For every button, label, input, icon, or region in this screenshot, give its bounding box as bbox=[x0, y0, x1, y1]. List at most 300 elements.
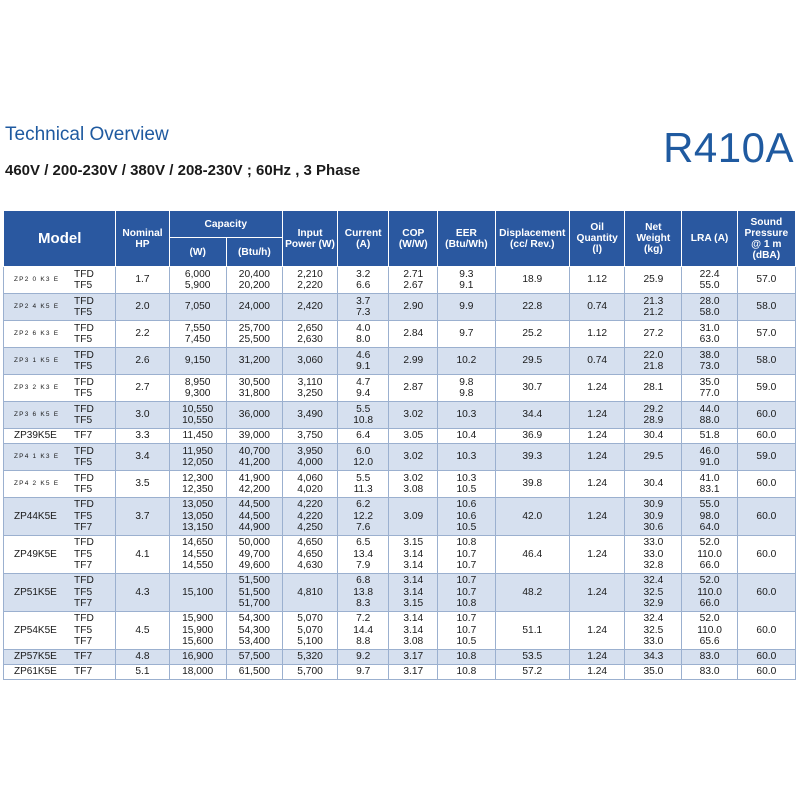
cop-cell bbox=[389, 402, 438, 429]
input-power-cell-value: 2,220 bbox=[297, 280, 323, 291]
current-cell-value: 14.4 bbox=[353, 624, 374, 636]
lra-cell-value: 41.0 bbox=[699, 472, 720, 484]
cop-cell-value: 3.17 bbox=[403, 666, 424, 678]
eer-cell bbox=[438, 321, 495, 348]
capacity-w-cell-value: 15,100 bbox=[182, 586, 214, 598]
capacity-btu-cell-value: 51,500 bbox=[238, 575, 270, 587]
capacity-btu-cell-value: 20,200 bbox=[238, 280, 270, 291]
input-power-cell-value: 3,250 bbox=[297, 388, 323, 399]
capacity-btu-cell-value: 53,400 bbox=[238, 636, 270, 648]
page-title: Technical Overview bbox=[5, 124, 169, 145]
variant-code: TFD bbox=[74, 445, 94, 457]
eer-cell bbox=[438, 665, 495, 680]
cop-cell bbox=[389, 348, 438, 375]
current-cell bbox=[338, 498, 389, 536]
current-cell-value: 5.5 bbox=[356, 472, 371, 484]
eer-cell-value: 10.4 bbox=[456, 430, 477, 442]
capacity-w-cell-value: 10,550 bbox=[182, 415, 214, 426]
variant-code: TF5 bbox=[74, 307, 93, 318]
net-weight-cell-value: 33.0 bbox=[643, 636, 664, 648]
model-variants bbox=[74, 473, 94, 496]
input-power-cell-value: 4,650 bbox=[297, 548, 323, 560]
eer-cell bbox=[438, 294, 495, 321]
header-eer: EER (Btu/Wh) bbox=[438, 211, 495, 267]
eer-cell-value: 10.7 bbox=[456, 613, 477, 625]
eer-cell-value: 9.3 bbox=[459, 268, 474, 280]
model-cell bbox=[4, 294, 116, 321]
lra-cell-value: 28.0 bbox=[699, 295, 720, 307]
hp-cell: 4.1 bbox=[116, 536, 169, 574]
technical-table bbox=[3, 210, 796, 680]
eer-cell-value: 9.8 bbox=[459, 376, 474, 388]
input-power-cell bbox=[282, 650, 337, 665]
current-cell-value: 9.2 bbox=[356, 651, 371, 663]
model-cell bbox=[4, 665, 116, 680]
displacement-cell: 53.5 bbox=[495, 650, 570, 665]
capacity-w-cell-value: 12,300 bbox=[182, 472, 214, 484]
cop-cell bbox=[389, 574, 438, 612]
capacity-btu-cell bbox=[226, 321, 282, 348]
oil-quantity-cell: 1.24 bbox=[570, 444, 625, 471]
table-row bbox=[4, 650, 796, 665]
net-weight-cell bbox=[625, 429, 682, 444]
net-weight-cell-value: 32.5 bbox=[643, 586, 664, 598]
lra-cell bbox=[682, 498, 737, 536]
net-weight-cell-value: 21.8 bbox=[643, 361, 664, 372]
current-cell-value: 4.0 bbox=[356, 322, 371, 334]
capacity-w-cell bbox=[169, 665, 226, 680]
cop-cell-value: 3.14 bbox=[403, 613, 424, 625]
current-cell-value: 5.5 bbox=[356, 403, 371, 415]
oil-quantity-cell: 1.24 bbox=[570, 471, 625, 498]
capacity-w-cell bbox=[169, 348, 226, 375]
cop-cell-value: 3.14 bbox=[403, 586, 424, 598]
capacity-btu-cell-value: 39,000 bbox=[238, 430, 270, 442]
oil-quantity-cell: 1.24 bbox=[570, 498, 625, 536]
lra-cell bbox=[682, 471, 737, 498]
capacity-w-cell bbox=[169, 536, 226, 574]
model-variants bbox=[74, 613, 94, 648]
capacity-w-cell bbox=[169, 402, 226, 429]
technical-table-container bbox=[3, 210, 796, 680]
lra-cell-value: 44.0 bbox=[699, 403, 720, 415]
net-weight-cell-value: 30.6 bbox=[643, 522, 664, 534]
model-variants bbox=[74, 446, 94, 469]
sound-pressure-cell: 60.0 bbox=[737, 471, 795, 498]
sound-pressure-cell: 60.0 bbox=[737, 665, 795, 680]
capacity-w-cell bbox=[169, 267, 226, 294]
current-cell-value: 7.2 bbox=[356, 613, 371, 625]
input-power-cell-value: 2,630 bbox=[297, 334, 323, 345]
capacity-btu-cell bbox=[226, 429, 282, 444]
hp-cell: 1.7 bbox=[116, 267, 169, 294]
sound-pressure-cell: 57.0 bbox=[737, 267, 795, 294]
net-weight-cell bbox=[625, 321, 682, 348]
variant-code: TFD bbox=[74, 575, 94, 587]
lra-cell bbox=[682, 348, 737, 375]
net-weight-cell bbox=[625, 348, 682, 375]
net-weight-cell-value: 32.9 bbox=[643, 598, 664, 610]
eer-cell-value: 10.6 bbox=[456, 499, 477, 511]
capacity-w-cell bbox=[169, 498, 226, 536]
capacity-w-cell-value: 18,000 bbox=[182, 666, 214, 678]
lra-cell bbox=[682, 444, 737, 471]
capacity-btu-cell-value: 42,200 bbox=[238, 484, 270, 495]
model-variants bbox=[74, 296, 94, 319]
current-cell-value: 9.4 bbox=[356, 388, 371, 399]
current-cell bbox=[338, 321, 389, 348]
net-weight-cell-value: 32.8 bbox=[643, 560, 664, 572]
table-row bbox=[4, 665, 796, 680]
capacity-btu-cell bbox=[226, 498, 282, 536]
lra-cell bbox=[682, 536, 737, 574]
current-cell-value: 7.6 bbox=[356, 522, 371, 534]
cop-cell bbox=[389, 612, 438, 650]
sound-pressure-cell: 59.0 bbox=[737, 444, 795, 471]
model-cell bbox=[4, 429, 116, 444]
capacity-btu-cell-value: 24,000 bbox=[238, 301, 270, 313]
current-cell-value: 12.2 bbox=[353, 510, 374, 522]
input-power-cell bbox=[282, 536, 337, 574]
current-cell bbox=[338, 375, 389, 402]
input-power-cell bbox=[282, 321, 337, 348]
current-cell-value: 3.2 bbox=[356, 268, 371, 280]
displacement-cell: 51.1 bbox=[495, 612, 570, 650]
variant-code: TF5 bbox=[74, 548, 93, 560]
model-cell bbox=[4, 348, 116, 375]
input-power-cell-value: 3,110 bbox=[297, 376, 323, 388]
cop-cell-value: 2.90 bbox=[403, 301, 424, 313]
header-model: Model bbox=[4, 211, 116, 267]
header-input-power: Input Power (W) bbox=[282, 211, 337, 267]
capacity-w-cell-value: 9,150 bbox=[184, 355, 211, 367]
input-power-cell-value: 4,810 bbox=[297, 586, 323, 598]
model-name: ZP2 4 K5 E bbox=[14, 303, 60, 311]
capacity-w-cell-value: 12,350 bbox=[182, 484, 214, 495]
cop-cell-value: 3.05 bbox=[403, 430, 424, 442]
hp-cell: 2.0 bbox=[116, 294, 169, 321]
input-power-cell-value: 3,950 bbox=[297, 445, 323, 457]
capacity-btu-cell-value: 20,400 bbox=[238, 268, 270, 280]
current-cell-value: 9.7 bbox=[356, 666, 371, 678]
eer-cell bbox=[438, 375, 495, 402]
input-power-cell-value: 3,060 bbox=[297, 355, 323, 367]
input-power-cell-value: 4,220 bbox=[297, 499, 323, 511]
input-power-cell-value: 2,420 bbox=[297, 301, 323, 313]
capacity-w-cell bbox=[169, 471, 226, 498]
model-name: ZP49K5E bbox=[14, 548, 57, 560]
current-cell-value: 6.4 bbox=[356, 430, 371, 442]
current-cell bbox=[338, 650, 389, 665]
oil-quantity-cell: 0.74 bbox=[570, 294, 625, 321]
model-cell bbox=[4, 574, 116, 612]
table-row bbox=[4, 348, 796, 375]
capacity-w-cell bbox=[169, 429, 226, 444]
capacity-w-cell-value: 11,450 bbox=[182, 430, 213, 442]
current-cell-value: 6.5 bbox=[356, 537, 371, 549]
variant-code: TFD bbox=[74, 376, 94, 388]
model-cell bbox=[4, 375, 116, 402]
lra-cell-value: 52.0 bbox=[699, 537, 720, 549]
capacity-btu-cell-value: 54,300 bbox=[238, 613, 270, 625]
model-cell bbox=[4, 402, 116, 429]
lra-cell-value: 63.0 bbox=[699, 334, 720, 345]
header-sound: Sound Pressure @ 1 m (dBA) bbox=[737, 211, 795, 267]
cop-cell-value: 3.02 bbox=[403, 451, 424, 463]
capacity-btu-cell-value: 61,500 bbox=[238, 666, 270, 678]
capacity-w-cell-value: 14,650 bbox=[182, 537, 214, 549]
cop-cell bbox=[389, 429, 438, 444]
capacity-w-cell-value: 5,900 bbox=[184, 280, 211, 291]
oil-quantity-cell: 1.24 bbox=[570, 612, 625, 650]
displacement-cell: 29.5 bbox=[495, 348, 570, 375]
capacity-btu-cell-value: 49,600 bbox=[238, 560, 270, 572]
oil-quantity-cell: 1.24 bbox=[570, 665, 625, 680]
input-power-cell-value: 4,630 bbox=[297, 560, 323, 572]
variant-code: TF5 bbox=[74, 457, 93, 468]
cop-cell-value: 3.14 bbox=[403, 560, 424, 572]
capacity-w-cell-value: 15,900 bbox=[182, 613, 214, 625]
hp-cell: 4.5 bbox=[116, 612, 169, 650]
model-variants bbox=[74, 430, 92, 442]
capacity-w-cell-value: 13,050 bbox=[182, 499, 214, 511]
variant-code: TF5 bbox=[74, 388, 93, 399]
variant-code: TFD bbox=[74, 472, 94, 484]
model-name: ZP44K5E bbox=[14, 510, 57, 522]
model-variants bbox=[74, 499, 94, 534]
header-cop: COP (W/W) bbox=[389, 211, 438, 267]
model-cell bbox=[4, 612, 116, 650]
variant-code: TF5 bbox=[74, 586, 93, 598]
net-weight-cell-value: 28.1 bbox=[643, 382, 664, 394]
current-cell-value: 11.3 bbox=[353, 484, 373, 495]
cop-cell bbox=[389, 267, 438, 294]
lra-cell-value: 66.0 bbox=[699, 560, 720, 572]
current-cell-value: 6.8 bbox=[356, 575, 371, 587]
oil-quantity-cell: 1.24 bbox=[570, 536, 625, 574]
input-power-cell-value: 5,070 bbox=[297, 624, 323, 636]
capacity-w-cell-value: 13,050 bbox=[182, 510, 214, 522]
header-current: Current (A) bbox=[338, 211, 389, 267]
table-row bbox=[4, 536, 796, 574]
net-weight-cell-value: 30.4 bbox=[643, 430, 664, 442]
net-weight-cell bbox=[625, 267, 682, 294]
input-power-cell bbox=[282, 402, 337, 429]
lra-cell-value: 52.0 bbox=[699, 575, 720, 587]
current-cell-value: 6.0 bbox=[356, 445, 371, 457]
capacity-btu-cell-value: 44,500 bbox=[238, 499, 270, 511]
cop-cell bbox=[389, 498, 438, 536]
displacement-cell: 36.9 bbox=[495, 429, 570, 444]
capacity-w-cell-value: 7,450 bbox=[184, 334, 211, 345]
oil-quantity-cell: 0.74 bbox=[570, 348, 625, 375]
capacity-btu-cell-value: 44,500 bbox=[238, 510, 270, 522]
input-power-cell-value: 5,320 bbox=[297, 651, 323, 663]
lra-cell-value: 73.0 bbox=[699, 361, 720, 372]
input-power-cell bbox=[282, 429, 337, 444]
net-weight-cell bbox=[625, 294, 682, 321]
lra-cell-value: 88.0 bbox=[699, 415, 720, 426]
hp-cell: 3.0 bbox=[116, 402, 169, 429]
table-row bbox=[4, 321, 796, 348]
lra-cell-value: 91.0 bbox=[699, 457, 720, 468]
header-hp: Nominal HP bbox=[116, 211, 169, 267]
cop-cell-value: 2.84 bbox=[403, 328, 424, 340]
capacity-btu-cell-value: 51,700 bbox=[238, 598, 270, 610]
cop-cell-value: 2.71 bbox=[403, 268, 424, 280]
oil-quantity-cell: 1.24 bbox=[570, 429, 625, 444]
model-cell bbox=[4, 650, 116, 665]
model-cell bbox=[4, 321, 116, 348]
lra-cell-value: 55.0 bbox=[699, 280, 720, 291]
header-capacity-w: (W) bbox=[169, 238, 226, 267]
net-weight-cell bbox=[625, 574, 682, 612]
capacity-btu-cell-value: 36,000 bbox=[238, 409, 270, 421]
net-weight-cell-value: 35.0 bbox=[643, 666, 664, 678]
input-power-cell-value: 5,700 bbox=[297, 666, 323, 678]
lra-cell-value: 52.0 bbox=[699, 613, 720, 625]
current-cell-value: 10.8 bbox=[353, 415, 374, 426]
net-weight-cell-value: 27.2 bbox=[643, 328, 664, 340]
lra-cell bbox=[682, 574, 737, 612]
eer-cell bbox=[438, 348, 495, 375]
eer-cell-value: 10.5 bbox=[456, 522, 477, 534]
displacement-cell: 46.4 bbox=[495, 536, 570, 574]
net-weight-cell bbox=[625, 444, 682, 471]
sound-pressure-cell: 60.0 bbox=[737, 612, 795, 650]
lra-cell-value: 65.6 bbox=[699, 636, 720, 648]
capacity-w-cell-value: 7,050 bbox=[184, 301, 211, 313]
net-weight-cell-value: 29.2 bbox=[643, 403, 664, 415]
cop-cell-value: 3.15 bbox=[403, 598, 424, 610]
variant-code: TFD bbox=[74, 295, 94, 307]
capacity-w-cell-value: 9,300 bbox=[184, 388, 211, 399]
cop-cell bbox=[389, 375, 438, 402]
capacity-btu-cell-value: 44,900 bbox=[238, 522, 270, 534]
capacity-btu-cell-value: 25,700 bbox=[238, 322, 270, 334]
table-row bbox=[4, 612, 796, 650]
net-weight-cell-value: 29.5 bbox=[643, 451, 664, 463]
net-weight-cell-value: 33.0 bbox=[643, 548, 664, 560]
current-cell bbox=[338, 444, 389, 471]
capacity-btu-cell-value: 57,500 bbox=[238, 651, 270, 663]
sound-pressure-cell: 60.0 bbox=[737, 429, 795, 444]
lra-cell-value: 55.0 bbox=[699, 499, 720, 511]
current-cell-value: 9.1 bbox=[356, 361, 371, 372]
input-power-cell bbox=[282, 348, 337, 375]
current-cell-value: 4.6 bbox=[356, 349, 371, 361]
variant-code: TFD bbox=[74, 613, 94, 625]
lra-cell bbox=[682, 612, 737, 650]
capacity-w-cell bbox=[169, 444, 226, 471]
oil-quantity-cell: 1.24 bbox=[570, 650, 625, 665]
table-row bbox=[4, 574, 796, 612]
model-variants bbox=[74, 537, 94, 572]
header-capacity: Capacity bbox=[169, 211, 282, 238]
variant-code: TFD bbox=[74, 499, 94, 511]
capacity-btu-cell-value: 54,300 bbox=[238, 624, 270, 636]
cop-cell bbox=[389, 444, 438, 471]
capacity-w-cell-value: 7,550 bbox=[184, 322, 211, 334]
current-cell-value: 8.3 bbox=[356, 598, 371, 610]
net-weight-cell-value: 33.0 bbox=[643, 537, 664, 549]
eer-cell-value: 9.7 bbox=[459, 328, 474, 340]
current-cell-value: 12.0 bbox=[353, 457, 374, 468]
input-power-cell-value: 2,650 bbox=[297, 322, 323, 334]
capacity-w-cell bbox=[169, 294, 226, 321]
cop-cell-value: 3.02 bbox=[403, 409, 424, 421]
capacity-w-cell-value: 12,050 bbox=[182, 457, 214, 468]
capacity-w-cell-value: 14,550 bbox=[182, 548, 214, 560]
input-power-cell-value: 5,070 bbox=[297, 613, 323, 625]
input-power-cell-value: 4,060 bbox=[297, 472, 323, 484]
eer-cell-value: 10.8 bbox=[456, 651, 477, 663]
eer-cell-value: 10.3 bbox=[456, 451, 477, 463]
oil-quantity-cell: 1.24 bbox=[570, 375, 625, 402]
eer-cell-value: 9.9 bbox=[459, 301, 474, 313]
capacity-btu-cell bbox=[226, 294, 282, 321]
input-power-cell bbox=[282, 375, 337, 402]
model-name: ZP3 1 K5 E bbox=[14, 357, 60, 365]
eer-cell-value: 10.8 bbox=[456, 666, 477, 678]
voltage-subtitle: 460V / 200-230V / 380V / 208-230V ; 60Hz , 3 Phase bbox=[5, 162, 361, 179]
variant-code: TF7 bbox=[74, 560, 93, 572]
cop-cell-value: 3.08 bbox=[403, 484, 424, 495]
model-variants bbox=[74, 269, 94, 292]
lra-cell-value: 22.4 bbox=[699, 268, 720, 280]
eer-cell bbox=[438, 444, 495, 471]
input-power-cell-value: 4,650 bbox=[297, 537, 323, 549]
lra-cell bbox=[682, 402, 737, 429]
eer-cell-value: 10.7 bbox=[456, 624, 477, 636]
model-name: ZP2 6 K3 E bbox=[14, 330, 60, 338]
model-name: ZP54K5E bbox=[14, 624, 57, 636]
lra-cell bbox=[682, 321, 737, 348]
input-power-cell-value: 5,100 bbox=[297, 636, 323, 648]
variant-code: TF7 bbox=[74, 651, 93, 663]
eer-cell bbox=[438, 574, 495, 612]
net-weight-cell bbox=[625, 536, 682, 574]
model-name: ZP61K5E bbox=[14, 666, 57, 678]
capacity-btu-cell bbox=[226, 267, 282, 294]
net-weight-cell bbox=[625, 650, 682, 665]
variant-code: TF5 bbox=[74, 280, 93, 291]
input-power-cell-value: 4,020 bbox=[297, 484, 323, 495]
sound-pressure-cell: 60.0 bbox=[737, 498, 795, 536]
eer-cell-value: 10.7 bbox=[456, 575, 477, 587]
eer-cell-value: 10.8 bbox=[456, 598, 477, 610]
model-cell bbox=[4, 536, 116, 574]
net-weight-cell-value: 25.9 bbox=[643, 274, 664, 286]
refrigerant-label: R410A bbox=[663, 124, 794, 171]
displacement-cell: 22.8 bbox=[495, 294, 570, 321]
current-cell-value: 7.9 bbox=[356, 560, 371, 572]
displacement-cell: 39.3 bbox=[495, 444, 570, 471]
model-cell bbox=[4, 267, 116, 294]
eer-cell bbox=[438, 612, 495, 650]
variant-code: TF5 bbox=[74, 334, 93, 345]
lra-cell-value: 77.0 bbox=[699, 388, 720, 399]
table-row bbox=[4, 375, 796, 402]
input-power-cell-value: 3,750 bbox=[297, 430, 323, 442]
cop-cell-value: 3.17 bbox=[403, 651, 424, 663]
variant-code: TF7 bbox=[74, 598, 93, 610]
capacity-w-cell-value: 6,000 bbox=[184, 268, 211, 280]
eer-cell-value: 10.2 bbox=[456, 355, 477, 367]
header-lra: LRA (A) bbox=[682, 211, 737, 267]
sound-pressure-cell: 59.0 bbox=[737, 375, 795, 402]
capacity-w-cell-value: 15,600 bbox=[182, 636, 214, 648]
